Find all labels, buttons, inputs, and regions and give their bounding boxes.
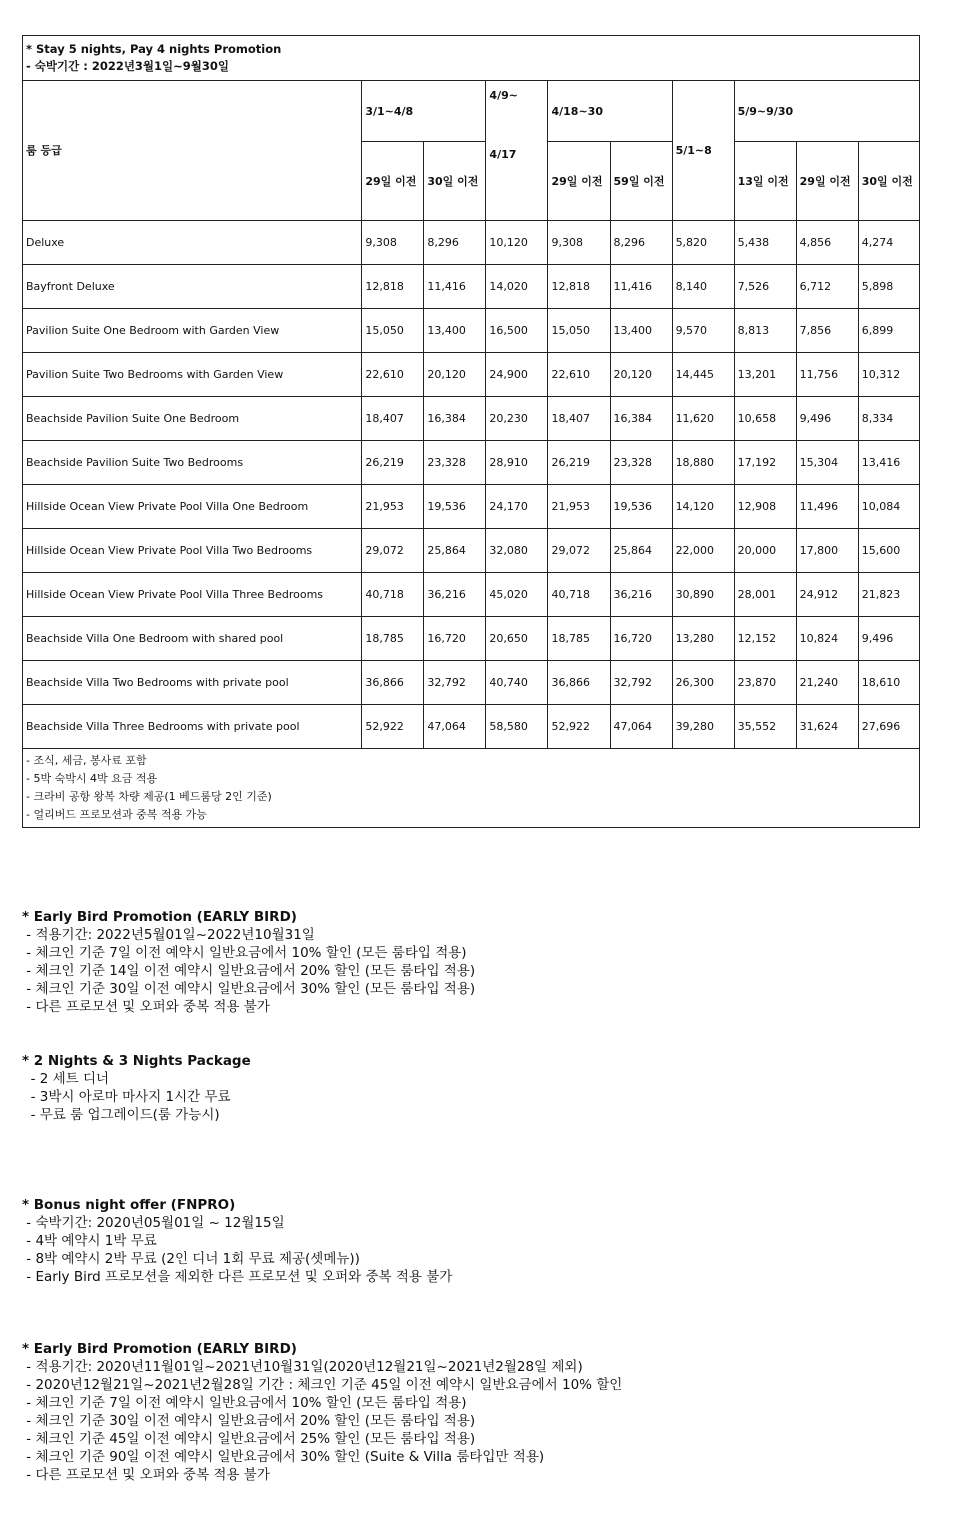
rate-cell: 36,866: [548, 661, 610, 705]
rate-cell: 32,792: [610, 661, 672, 705]
rate-cell: 36,216: [424, 573, 486, 617]
rate-cell: 18,880: [672, 441, 734, 485]
rate-cell: 21,823: [858, 573, 919, 617]
early-bird-2020-block: [22, 1340, 622, 1484]
rate-cell: 4,274: [858, 221, 919, 265]
table-row: [23, 397, 920, 441]
rate-cell: 12,152: [734, 617, 796, 661]
rate-cell: 23,328: [424, 441, 486, 485]
rate-cell: 20,120: [424, 353, 486, 397]
rate-cell: 14,445: [672, 353, 734, 397]
period-header-start: 4/9~: [489, 89, 518, 102]
rate-cell: 4,856: [796, 221, 858, 265]
block-line: - 체크인 기준 30일 이전 예약시 일반요금에서 30% 할인 (모든 룸타입 적용): [22, 981, 476, 997]
block-line: - 적용기간: 2022년5월01일~2022년10월31일: [22, 927, 315, 943]
rate-cell: 11,416: [424, 265, 486, 309]
rate-cell: 32,792: [424, 661, 486, 705]
rate-cell: 28,910: [486, 441, 548, 485]
rate-cell: 9,308: [548, 221, 610, 265]
table-row: [23, 309, 920, 353]
room-name: Beachside Pavilion Suite Two Bedrooms: [23, 441, 362, 485]
block-line: - 8박 예약시 2박 무료 (2인 디너 1회 무료 제공(셋메뉴)): [22, 1251, 360, 1267]
rate-cell: 19,536: [610, 485, 672, 529]
rate-cell: 15,304: [796, 441, 858, 485]
rate-cell: 11,496: [796, 485, 858, 529]
rate-cell: 19,536: [424, 485, 486, 529]
rate-cell: 13,201: [734, 353, 796, 397]
notes-cell: [23, 749, 920, 828]
block-line: - 숙박기간: 2020년05월01일 ~ 12월15일: [22, 1215, 285, 1231]
rate-cell: 15,600: [858, 529, 919, 573]
rate-cell: 24,900: [486, 353, 548, 397]
block-title: * Early Bird Promotion (EARLY BIRD): [22, 1341, 297, 1357]
block-title: * Bonus night offer (FNPRO): [22, 1197, 236, 1213]
rate-cell: 58,580: [486, 705, 548, 749]
rate-cell: 12,818: [548, 265, 610, 309]
room-name: Pavilion Suite Two Bedrooms with Garden View: [23, 353, 362, 397]
rate-cell: 18,610: [858, 661, 919, 705]
rate-cell: 18,785: [362, 617, 424, 661]
block-line: - 2 세트 디너: [22, 1071, 110, 1087]
rate-cell: 20,000: [734, 529, 796, 573]
block-line: - 체크인 기준 90일 이전 예약시 일반요금에서 30% 할인 (Suite & Villa 룸타입만 적용): [22, 1449, 545, 1465]
rate-cell: 9,496: [858, 617, 919, 661]
note-line: - 얼리버드 프로모션과 중복 적용 가능: [26, 808, 207, 821]
rate-cell: 10,312: [858, 353, 919, 397]
table-row: [23, 441, 920, 485]
rate-cell: 6,899: [858, 309, 919, 353]
block-line: - 체크인 기준 45일 이전 예약시 일반요금에서 25% 할인 (모든 룸타입 적용): [22, 1431, 476, 1447]
rate-cell: 17,800: [796, 529, 858, 573]
rate-cell: 20,650: [486, 617, 548, 661]
rate-cell: 13,400: [610, 309, 672, 353]
period-header: 5/1~8: [672, 81, 734, 221]
note-line: - 5박 숙박시 4박 요금 적용: [26, 772, 158, 785]
rate-cell: 13,400: [424, 309, 486, 353]
rate-cell: 12,818: [362, 265, 424, 309]
block-line: - Early Bird 프로모션을 제외한 다른 프로모션 및 오퍼와 중복 적용 불가: [22, 1269, 453, 1285]
rate-cell: 52,922: [548, 705, 610, 749]
block-line: - 2020년12월21일~2021년2월28일 기간 : 체크인 기준 45일 이전 예약시 일반요금에서 10% 할인: [22, 1377, 623, 1393]
room-name: Pavilion Suite One Bedroom with Garden View: [23, 309, 362, 353]
sub-header: 29일 이전: [796, 142, 858, 221]
rate-cell: 26,219: [548, 441, 610, 485]
block-line: - 4박 예약시 1박 무료: [22, 1233, 157, 1249]
rate-cell: 35,552: [734, 705, 796, 749]
table-row: [23, 221, 920, 265]
rate-cell: 40,718: [548, 573, 610, 617]
table-row: [23, 705, 920, 749]
rate-cell: 40,740: [486, 661, 548, 705]
rate-cell: 10,084: [858, 485, 919, 529]
rate-cell: 47,064: [424, 705, 486, 749]
rate-cell: 5,438: [734, 221, 796, 265]
rate-cell: 11,620: [672, 397, 734, 441]
sub-header: 59일 이전: [610, 142, 672, 221]
room-name: Deluxe: [23, 221, 362, 265]
rate-cell: 22,610: [548, 353, 610, 397]
block-line: - 무료 룸 업그레이드(룸 가능시): [22, 1107, 220, 1123]
room-name: Beachside Villa Three Bedrooms with private pool: [23, 705, 362, 749]
table-row: [23, 573, 920, 617]
rate-cell: 8,296: [610, 221, 672, 265]
rate-cell: 29,072: [362, 529, 424, 573]
rate-cell: 10,824: [796, 617, 858, 661]
rate-cell: 16,384: [424, 397, 486, 441]
rate-cell: 5,898: [858, 265, 919, 309]
rate-cell: 15,050: [548, 309, 610, 353]
table-row: [23, 265, 920, 309]
block-line: - 3박시 아로마 마사지 1시간 무료: [22, 1089, 231, 1105]
rate-cell: 10,120: [486, 221, 548, 265]
block-title: * 2 Nights & 3 Nights Package: [22, 1053, 251, 1069]
rate-cell: 29,072: [548, 529, 610, 573]
rate-cell: 22,000: [672, 529, 734, 573]
rate-cell: 36,216: [610, 573, 672, 617]
note-line: - 크라비 공항 왕복 차량 제공(1 베드룸당 2인 기준): [26, 790, 272, 803]
rate-cell: 17,192: [734, 441, 796, 485]
table-row: [23, 617, 920, 661]
table-row: [23, 661, 920, 705]
rate-cell: 11,416: [610, 265, 672, 309]
rate-cell: 7,526: [734, 265, 796, 309]
rate-cell: 9,496: [796, 397, 858, 441]
room-name: Beachside Villa Two Bedrooms with private pool: [23, 661, 362, 705]
table-row: [23, 485, 920, 529]
package-block: [22, 1052, 251, 1124]
rate-cell: 21,953: [548, 485, 610, 529]
rate-cell: 26,300: [672, 661, 734, 705]
rate-cell: 22,610: [362, 353, 424, 397]
rate-cell: 30,890: [672, 573, 734, 617]
bonus-night-block: [22, 1196, 452, 1286]
rate-cell: 25,864: [610, 529, 672, 573]
block-line: - 적용기간: 2020년11월01일~2021년10월31일(2020년12월21일~2021년2월28일 제외): [22, 1359, 583, 1375]
rate-cell: 39,280: [672, 705, 734, 749]
block-line: - 다른 프로모션 및 오퍼와 중복 적용 불가: [22, 1467, 270, 1483]
rate-cell: 9,308: [362, 221, 424, 265]
block-line: - 다른 프로모션 및 오퍼와 중복 적용 불가: [22, 999, 270, 1015]
period-header-4-9: [486, 81, 548, 221]
rate-cell: 23,870: [734, 661, 796, 705]
rate-cell: 25,864: [424, 529, 486, 573]
room-name: Hillside Ocean View Private Pool Villa One Bedroom: [23, 485, 362, 529]
rate-cell: 11,756: [796, 353, 858, 397]
rate-cell: 8,140: [672, 265, 734, 309]
rate-cell: 20,120: [610, 353, 672, 397]
rate-cell: 13,416: [858, 441, 919, 485]
rate-cell: 21,953: [362, 485, 424, 529]
room-name: Hillside Ocean View Private Pool Villa Three Bedrooms: [23, 573, 362, 617]
sub-header: 29일 이전: [548, 142, 610, 221]
rate-cell: 13,280: [672, 617, 734, 661]
block-line: - 체크인 기준 7일 이전 예약시 일반요금에서 10% 할인 (모든 룸타입 적용): [22, 1395, 467, 1411]
rate-cell: 10,658: [734, 397, 796, 441]
promo-title: * Stay 5 nights, Pay 4 nights Promotion: [26, 42, 282, 56]
note-line: - 조식, 세금, 봉사료 포함: [26, 754, 147, 767]
block-line: - 체크인 기준 7일 이전 예약시 일반요금에서 10% 할인 (모든 룸타입 적용): [22, 945, 467, 961]
rate-cell: 36,866: [362, 661, 424, 705]
sub-header: 29일 이전: [362, 142, 424, 221]
period-header-end: 4/17: [489, 148, 517, 161]
promo-title-cell: [23, 36, 920, 81]
rate-cell: 45,020: [486, 573, 548, 617]
rate-cell: 16,720: [424, 617, 486, 661]
table-row: [23, 353, 920, 397]
period-header: 4/18~30: [548, 81, 672, 142]
rate-cell: 32,080: [486, 529, 548, 573]
rate-cell: 52,922: [362, 705, 424, 749]
rate-cell: 7,856: [796, 309, 858, 353]
room-grade-header: 룸 등급: [23, 81, 362, 221]
rate-cell: 6,712: [796, 265, 858, 309]
rate-cell: 40,718: [362, 573, 424, 617]
rate-cell: 16,500: [486, 309, 548, 353]
room-name: Hillside Ocean View Private Pool Villa Two Bedrooms: [23, 529, 362, 573]
early-bird-2022-block: [22, 908, 475, 1016]
rate-cell: 12,908: [734, 485, 796, 529]
table-row: [23, 529, 920, 573]
block-title: * Early Bird Promotion (EARLY BIRD): [22, 909, 297, 925]
room-name: Beachside Pavilion Suite One Bedroom: [23, 397, 362, 441]
rate-cell: 20,230: [486, 397, 548, 441]
rate-cell: 21,240: [796, 661, 858, 705]
rate-cell: 18,785: [548, 617, 610, 661]
period-header: 5/9~9/30: [734, 81, 919, 142]
rate-cell: 47,064: [610, 705, 672, 749]
period-header: 3/1~4/8: [362, 81, 486, 142]
rate-cell: 27,696: [858, 705, 919, 749]
room-name: Bayfront Deluxe: [23, 265, 362, 309]
block-line: - 체크인 기준 30일 이전 예약시 일반요금에서 20% 할인 (모든 룸타입 적용): [22, 1413, 476, 1429]
rate-cell: 16,720: [610, 617, 672, 661]
rate-cell: 26,219: [362, 441, 424, 485]
sub-header: 30일 이전: [424, 142, 486, 221]
rate-cell: 8,296: [424, 221, 486, 265]
rate-cell: 18,407: [362, 397, 424, 441]
rate-cell: 15,050: [362, 309, 424, 353]
rate-cell: 23,328: [610, 441, 672, 485]
rate-table: [22, 35, 920, 828]
sub-header: 30일 이전: [858, 142, 919, 221]
rate-cell: 28,001: [734, 573, 796, 617]
rate-cell: 31,624: [796, 705, 858, 749]
room-name: Beachside Villa One Bedroom with shared pool: [23, 617, 362, 661]
sub-header: 13일 이전: [734, 142, 796, 221]
rate-cell: 18,407: [548, 397, 610, 441]
rate-cell: 8,813: [734, 309, 796, 353]
promo-period: - 숙박기간 : 2022년3월1일~9월30일: [26, 59, 230, 73]
rate-cell: 14,120: [672, 485, 734, 529]
rate-cell: 24,912: [796, 573, 858, 617]
rate-cell: 9,570: [672, 309, 734, 353]
rate-cell: 24,170: [486, 485, 548, 529]
rate-cell: 5,820: [672, 221, 734, 265]
rate-cell: 16,384: [610, 397, 672, 441]
block-line: - 체크인 기준 14일 이전 예약시 일반요금에서 20% 할인 (모든 룸타입 적용): [22, 963, 476, 979]
rate-cell: 8,334: [858, 397, 919, 441]
rate-cell: 14,020: [486, 265, 548, 309]
